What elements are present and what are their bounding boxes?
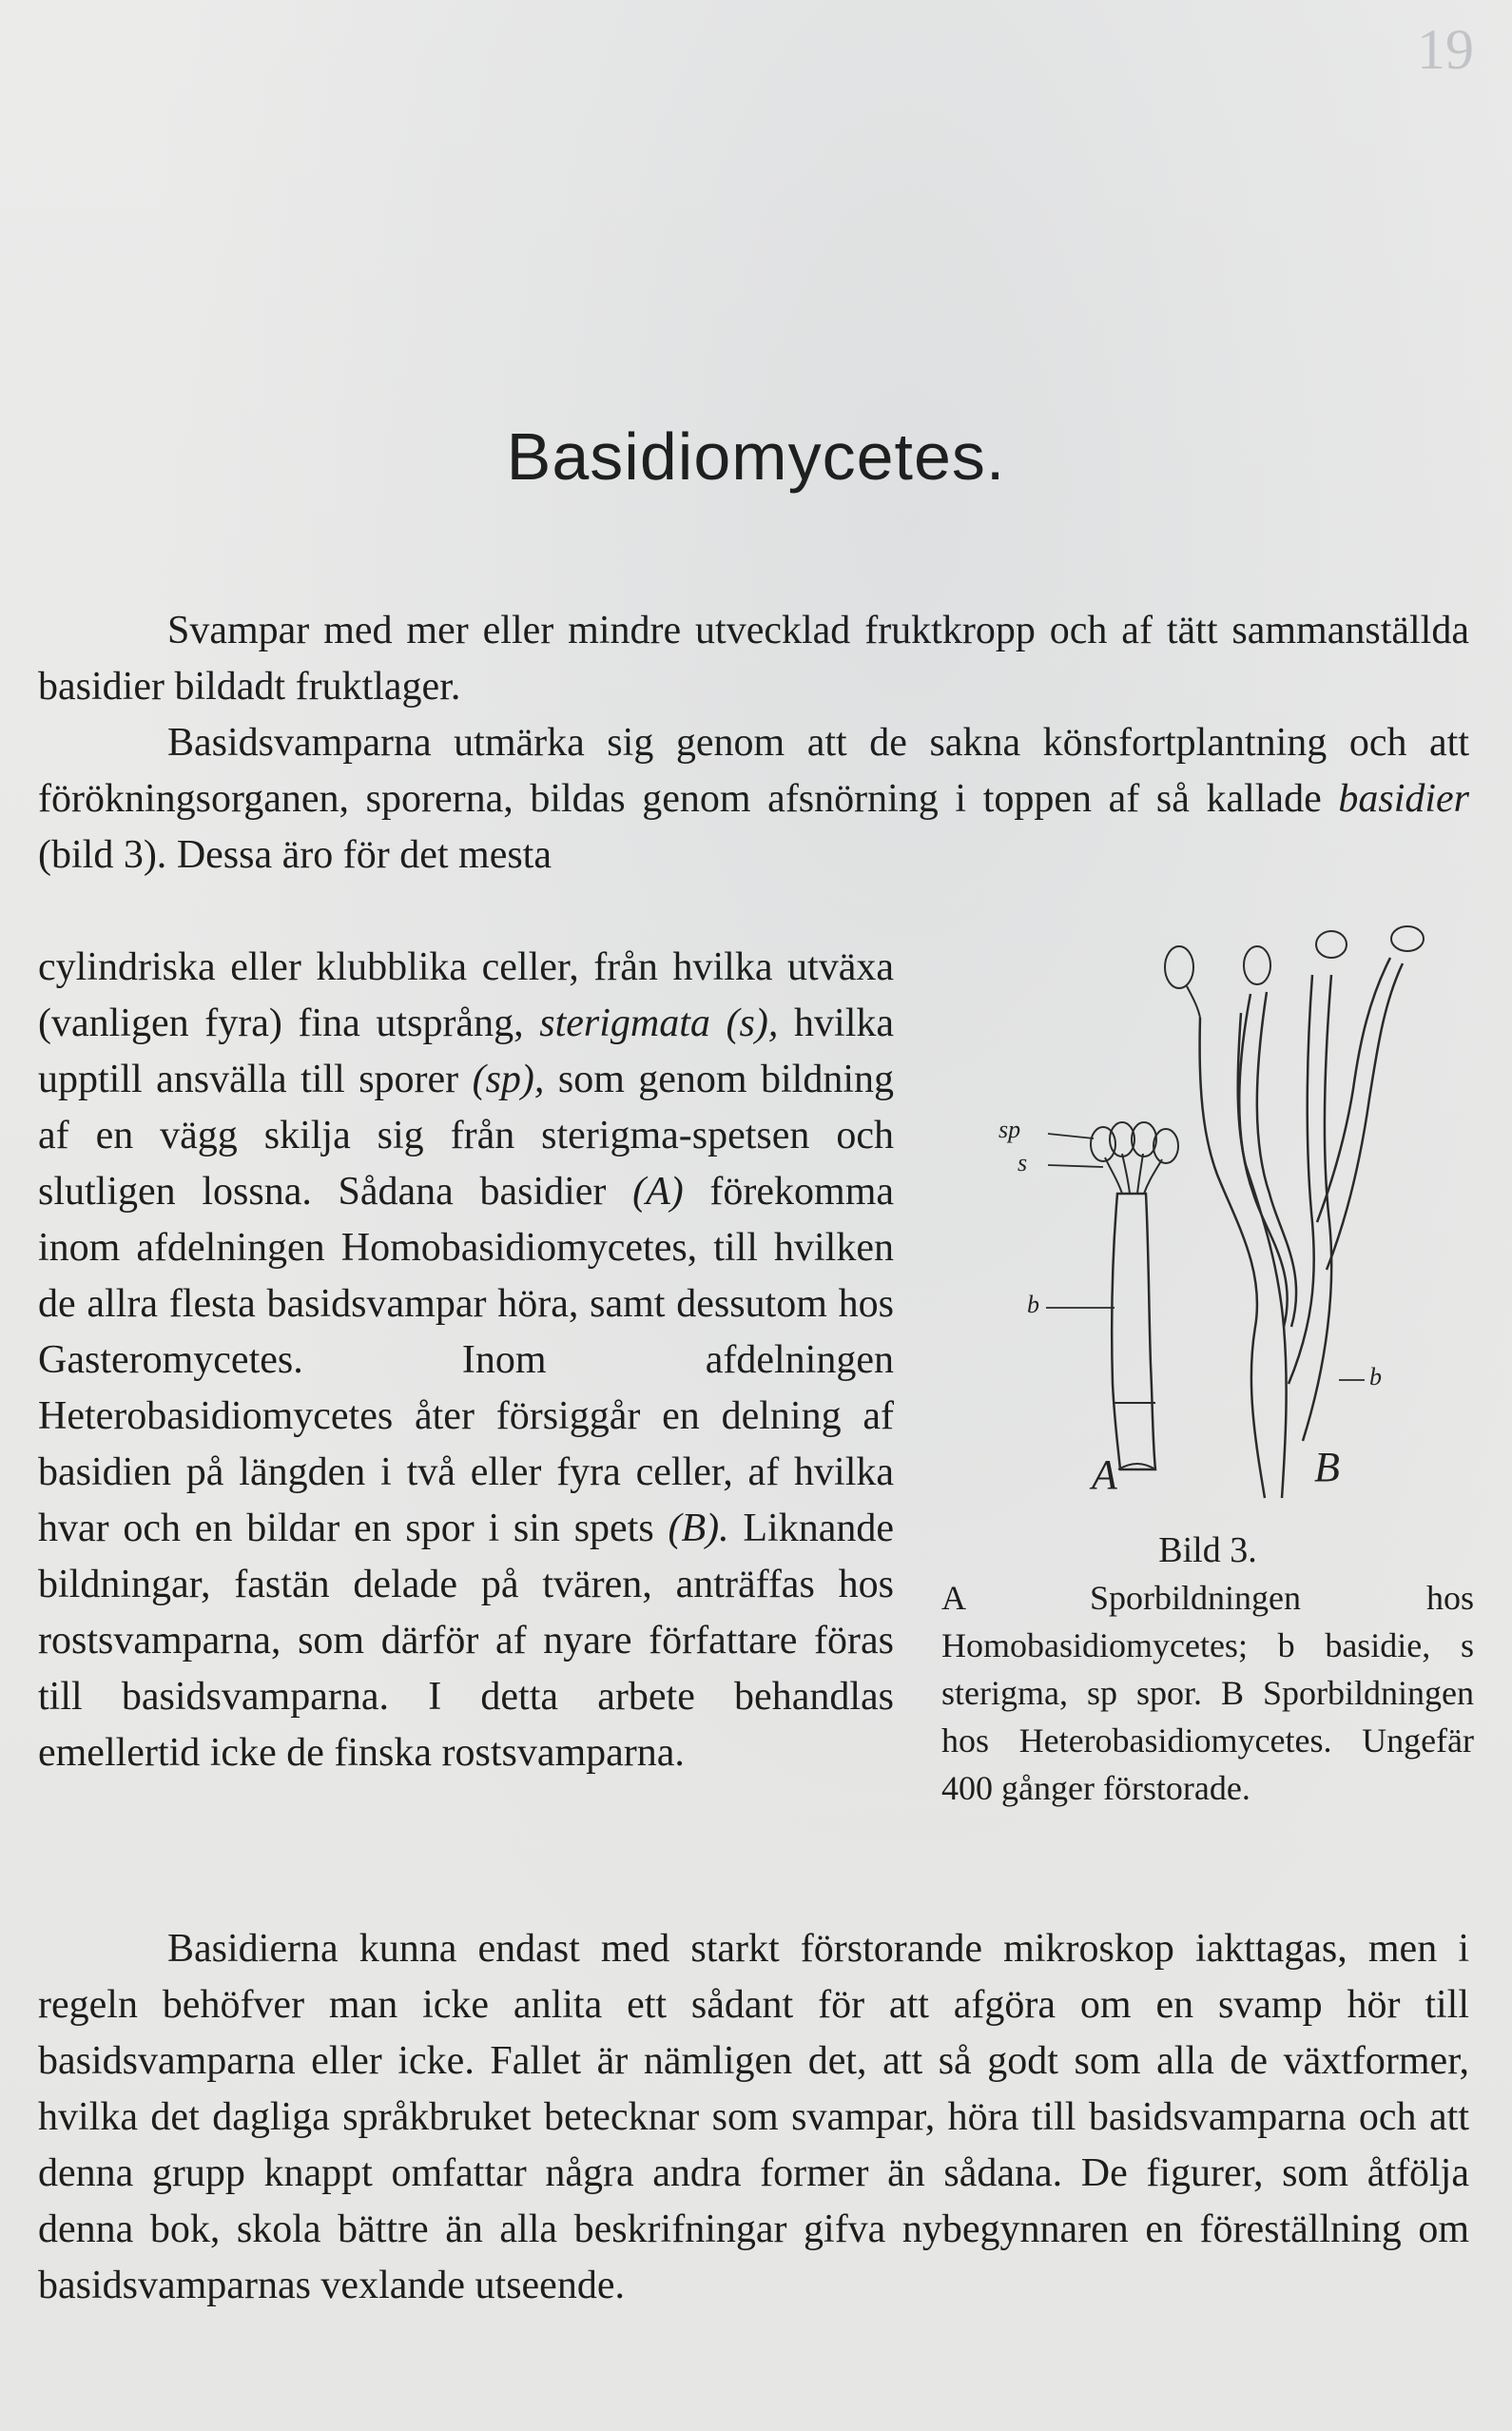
sterigma-A-3 [1137, 1154, 1143, 1194]
label-B: B [1314, 1444, 1340, 1490]
p2-line5: Liknande bildningar, fastän delade på tvären, anträffas hos rostsvamparna, som därför af nyare författare föras till basidsvamparna. I detta arbete behandlas emellertid icke de finska rostsvamparna. [38, 1507, 895, 1775]
basidium-B-body [1200, 1013, 1287, 1498]
basidium-B-branch-3 [1289, 975, 1331, 1441]
term-basidier: basidier [1338, 777, 1470, 821]
paragraph-basidia-intro [38, 715, 1469, 884]
bleed-through-page-number: 19 [1417, 18, 1474, 81]
term-B: (B). [668, 1507, 729, 1550]
spore-B-1 [1165, 946, 1193, 988]
figure-caption [941, 1527, 1474, 1812]
p2-top-text: Basidsvamparna utmärka sig genom att de sakna könsfortplantning och att förökningsorganen, sporerna, bildas genom afsnörning i toppen af så kallade [38, 721, 1469, 821]
term-A: (A) [632, 1170, 684, 1214]
p2-line2: hvilka upptill ansvälla till sporer [38, 1002, 895, 1101]
figure-reference: (bild 3). [38, 833, 167, 877]
label-b-right: b [1369, 1363, 1382, 1391]
term-sp: (sp), [472, 1058, 545, 1101]
sterigma-A-1 [1105, 1157, 1122, 1194]
spore-B-4 [1391, 926, 1424, 951]
basidium-A [1112, 1194, 1155, 1469]
section-title: Basidiomycetes. [506, 419, 1006, 494]
basidium-B-branch-2 [1239, 992, 1296, 1327]
basidium-A-base [1115, 1403, 1155, 1469]
spore-B-3 [1316, 931, 1347, 958]
p2-line1: cylindriska eller klubblika celler, från hvilka utväxa (vanligen fyra) fina utsprång, [38, 945, 894, 1045]
paragraph-microscope: Basidierna kunna endast med starkt förstorande mikroskop iakttagas, men i regeln behöfver man icke anlita ett sådant för att afgöra om en svamp hör till basidsvamparna eller icke. Fallet är nämligen det, att så godt som alla de växtformer, hvilka det dagliga språkbruket betecknar som svampar, höra till basidsvamparna och att denna grupp knappt omfattar några andra former än sådana. De figurer, som åtfölja denna bok, skola bättre än alla beskrifningar gifva nybegynnaren en föreställning om basidsvamparnas vexlande utseende. [38, 1927, 1469, 2307]
p2-line3: som genom bildning af en vägg skilja sig från sterigma-spetsen och slutligen lossna. Sådana basidier [38, 1058, 895, 1214]
leader-sp [1048, 1134, 1094, 1138]
figure-basidia-illustration [951, 908, 1483, 1574]
label-sp: sp [998, 1116, 1021, 1143]
leader-s [1048, 1165, 1103, 1167]
sterigma-A-2 [1122, 1154, 1130, 1194]
label-s: s [1018, 1149, 1028, 1177]
label-b-left: b [1027, 1291, 1039, 1318]
spore-B-1-stalk [1187, 986, 1200, 1018]
paragraph-basidia-wrapped [38, 940, 894, 1781]
sterigma-A-4 [1144, 1159, 1162, 1194]
spore-A-4 [1153, 1129, 1178, 1163]
figure-strokes [1046, 926, 1424, 1498]
p2-dessa-text: Dessa äro för det mesta [176, 833, 552, 877]
label-A: A [1092, 1451, 1117, 1498]
basidia-drawing [951, 908, 1483, 1574]
p2-line4: förekomma inom afdelningen Homobasidiomycetes, till hvilken de allra flesta basidsvampar höra, samt dessutom hos Gasteromycetes. Inom afdelningen Heterobasidiomycetes åter försiggår en delning af basidien på längden i två eller fyra celler, af hvilka hvar och en bildar en spor i sin spets [38, 1170, 894, 1550]
figure-caption-text: A Sporbildningen hos Homobasidiomycetes; b basidie, s sterigma, sp spor. B Sporbildningen hos Heterobasidiomycetes. Ungefär 400 gånger förstorade. [941, 1579, 1474, 1807]
paragraph-definition: Svampar med mer eller mindre utvecklad fruktkropp och af tätt sammanställda basidier bildadt fruktlager. [38, 609, 1469, 709]
figure-caption-title: Bild 3. [1158, 1530, 1257, 1570]
spore-B-2 [1244, 946, 1270, 984]
term-sterigmata: sterigmata (s), [539, 1002, 779, 1045]
